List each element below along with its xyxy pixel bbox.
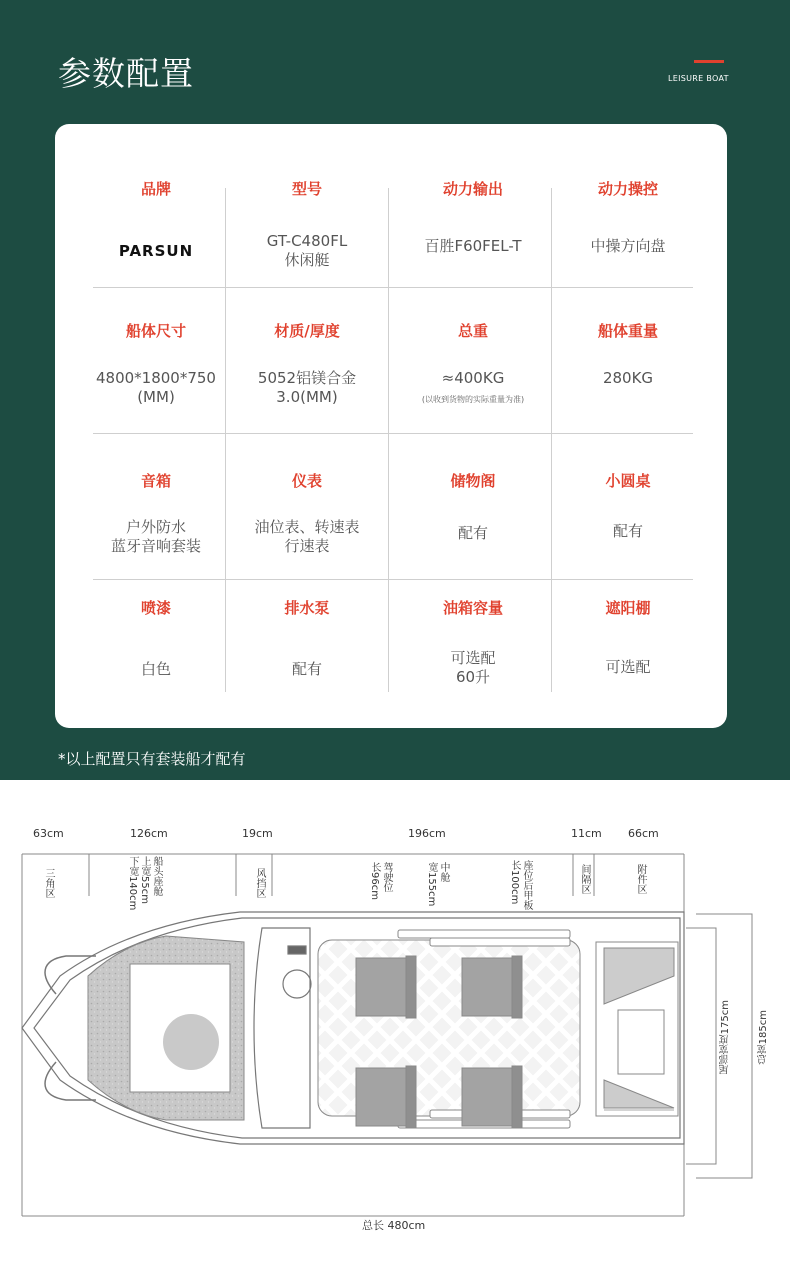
zone-name: 三角区: [43, 868, 54, 898]
zone-name: 附件区: [635, 864, 646, 894]
spec-label: 动力输出: [442, 180, 503, 198]
spec-value: 5052铝镁合金: [257, 369, 357, 387]
spec-value: 可选配: [450, 649, 496, 667]
spec-value-2: (MM): [137, 388, 175, 406]
row-divider: [93, 579, 693, 580]
spec-label: 喷漆: [140, 599, 171, 617]
spec-label: 动力操控: [597, 180, 658, 198]
row-divider: [93, 433, 693, 434]
spec-label: 材质/厚度: [274, 322, 340, 340]
spec-label: 船体重量: [597, 322, 658, 340]
accent-line: [694, 60, 724, 63]
spec-label: 总重: [457, 322, 488, 340]
leisure-boat-tag: LEISURE BOAT: [668, 74, 729, 83]
accessory-area: [596, 942, 678, 1116]
spec-label: 船体尺寸: [125, 322, 186, 340]
spec-label: 音箱: [140, 472, 171, 490]
zone-name: 座位后甲板: [521, 860, 532, 910]
spec-value: 4800*1800*750: [96, 369, 216, 387]
spec-value-2: 60升: [455, 668, 491, 686]
spec-label: 油箱容量: [442, 599, 503, 617]
spec-value-2: 行速表: [284, 537, 330, 555]
spec-label: 仪表: [291, 472, 322, 490]
deck-rail-top: [430, 938, 570, 946]
spec-value: 百胜F60FEL-T: [424, 237, 522, 255]
spec-value: 280KG: [602, 369, 654, 387]
spec-label: 排水泵: [284, 599, 330, 617]
dim-label: 126cm: [130, 827, 168, 840]
deck-rail-top: [398, 930, 570, 938]
col-divider: [388, 188, 389, 692]
spec-value: 配有: [612, 522, 643, 540]
zone-detail: 长96cm: [369, 862, 380, 900]
spec-value-2: 3.0(MM): [276, 388, 338, 406]
spec-value: ≈400KG: [441, 369, 505, 387]
zone-name: 中舱: [438, 862, 449, 882]
zone-detail: 长100cm: [509, 860, 520, 905]
spec-value-2: 蓝牙音响套装: [110, 537, 201, 555]
spec-label: 储物阁: [450, 472, 496, 490]
spec-note: (以收到货物的实际重量为准): [421, 395, 525, 404]
spec-value: GT-C480FL: [266, 232, 348, 250]
spec-value: 白色: [140, 660, 171, 678]
spec-value: 户外防水: [125, 518, 186, 536]
parsun-logo: PARSUN: [118, 242, 194, 260]
spec-value-2: 休闲艇: [284, 251, 330, 269]
dim-label: 63cm: [33, 827, 64, 840]
spec-card: [55, 124, 727, 728]
zone-detail: 宽155cm: [426, 862, 437, 907]
spec-label: 品牌: [140, 180, 171, 198]
spec-value: 油位表、转速表: [254, 518, 360, 536]
page-title: 参数配置: [58, 54, 194, 93]
zone-name: 驾驶位: [381, 862, 392, 892]
zone-name: 间隔区: [579, 864, 590, 894]
round-table: [163, 1014, 219, 1070]
spec-value: 配有: [457, 524, 488, 542]
dim-label: 11cm: [571, 827, 602, 840]
total-length-label: 总长 480cm: [362, 1219, 426, 1232]
dim-label: 19cm: [242, 827, 273, 840]
spec-label: 型号: [291, 180, 322, 198]
spec-label: 遮阳棚: [605, 599, 651, 617]
spec-label: 小圆桌: [605, 472, 651, 490]
spec-value: 配有: [291, 660, 322, 678]
dim-label: 196cm: [408, 827, 446, 840]
stern-width-label: 尾部宽度175cm: [720, 1000, 731, 1075]
zone-detail: 下宽140cm: [127, 856, 138, 911]
row-divider: [93, 287, 693, 288]
dim-label: 66cm: [628, 827, 659, 840]
spec-value: [78, 242, 234, 261]
total-width-label: 总宽185cm: [758, 1010, 769, 1065]
zone-name: 船头座舱: [151, 856, 162, 896]
spec-value: 可选配: [605, 658, 651, 676]
spec-value: 中操方向盘: [590, 237, 666, 255]
console: [254, 928, 311, 1128]
zone-name: 风挡区: [254, 868, 265, 898]
boat-drawing: [0, 780, 790, 1260]
zone-detail: 上宽55cm: [139, 856, 150, 904]
footnote: *以上配置只有套装船才配有: [58, 750, 246, 768]
